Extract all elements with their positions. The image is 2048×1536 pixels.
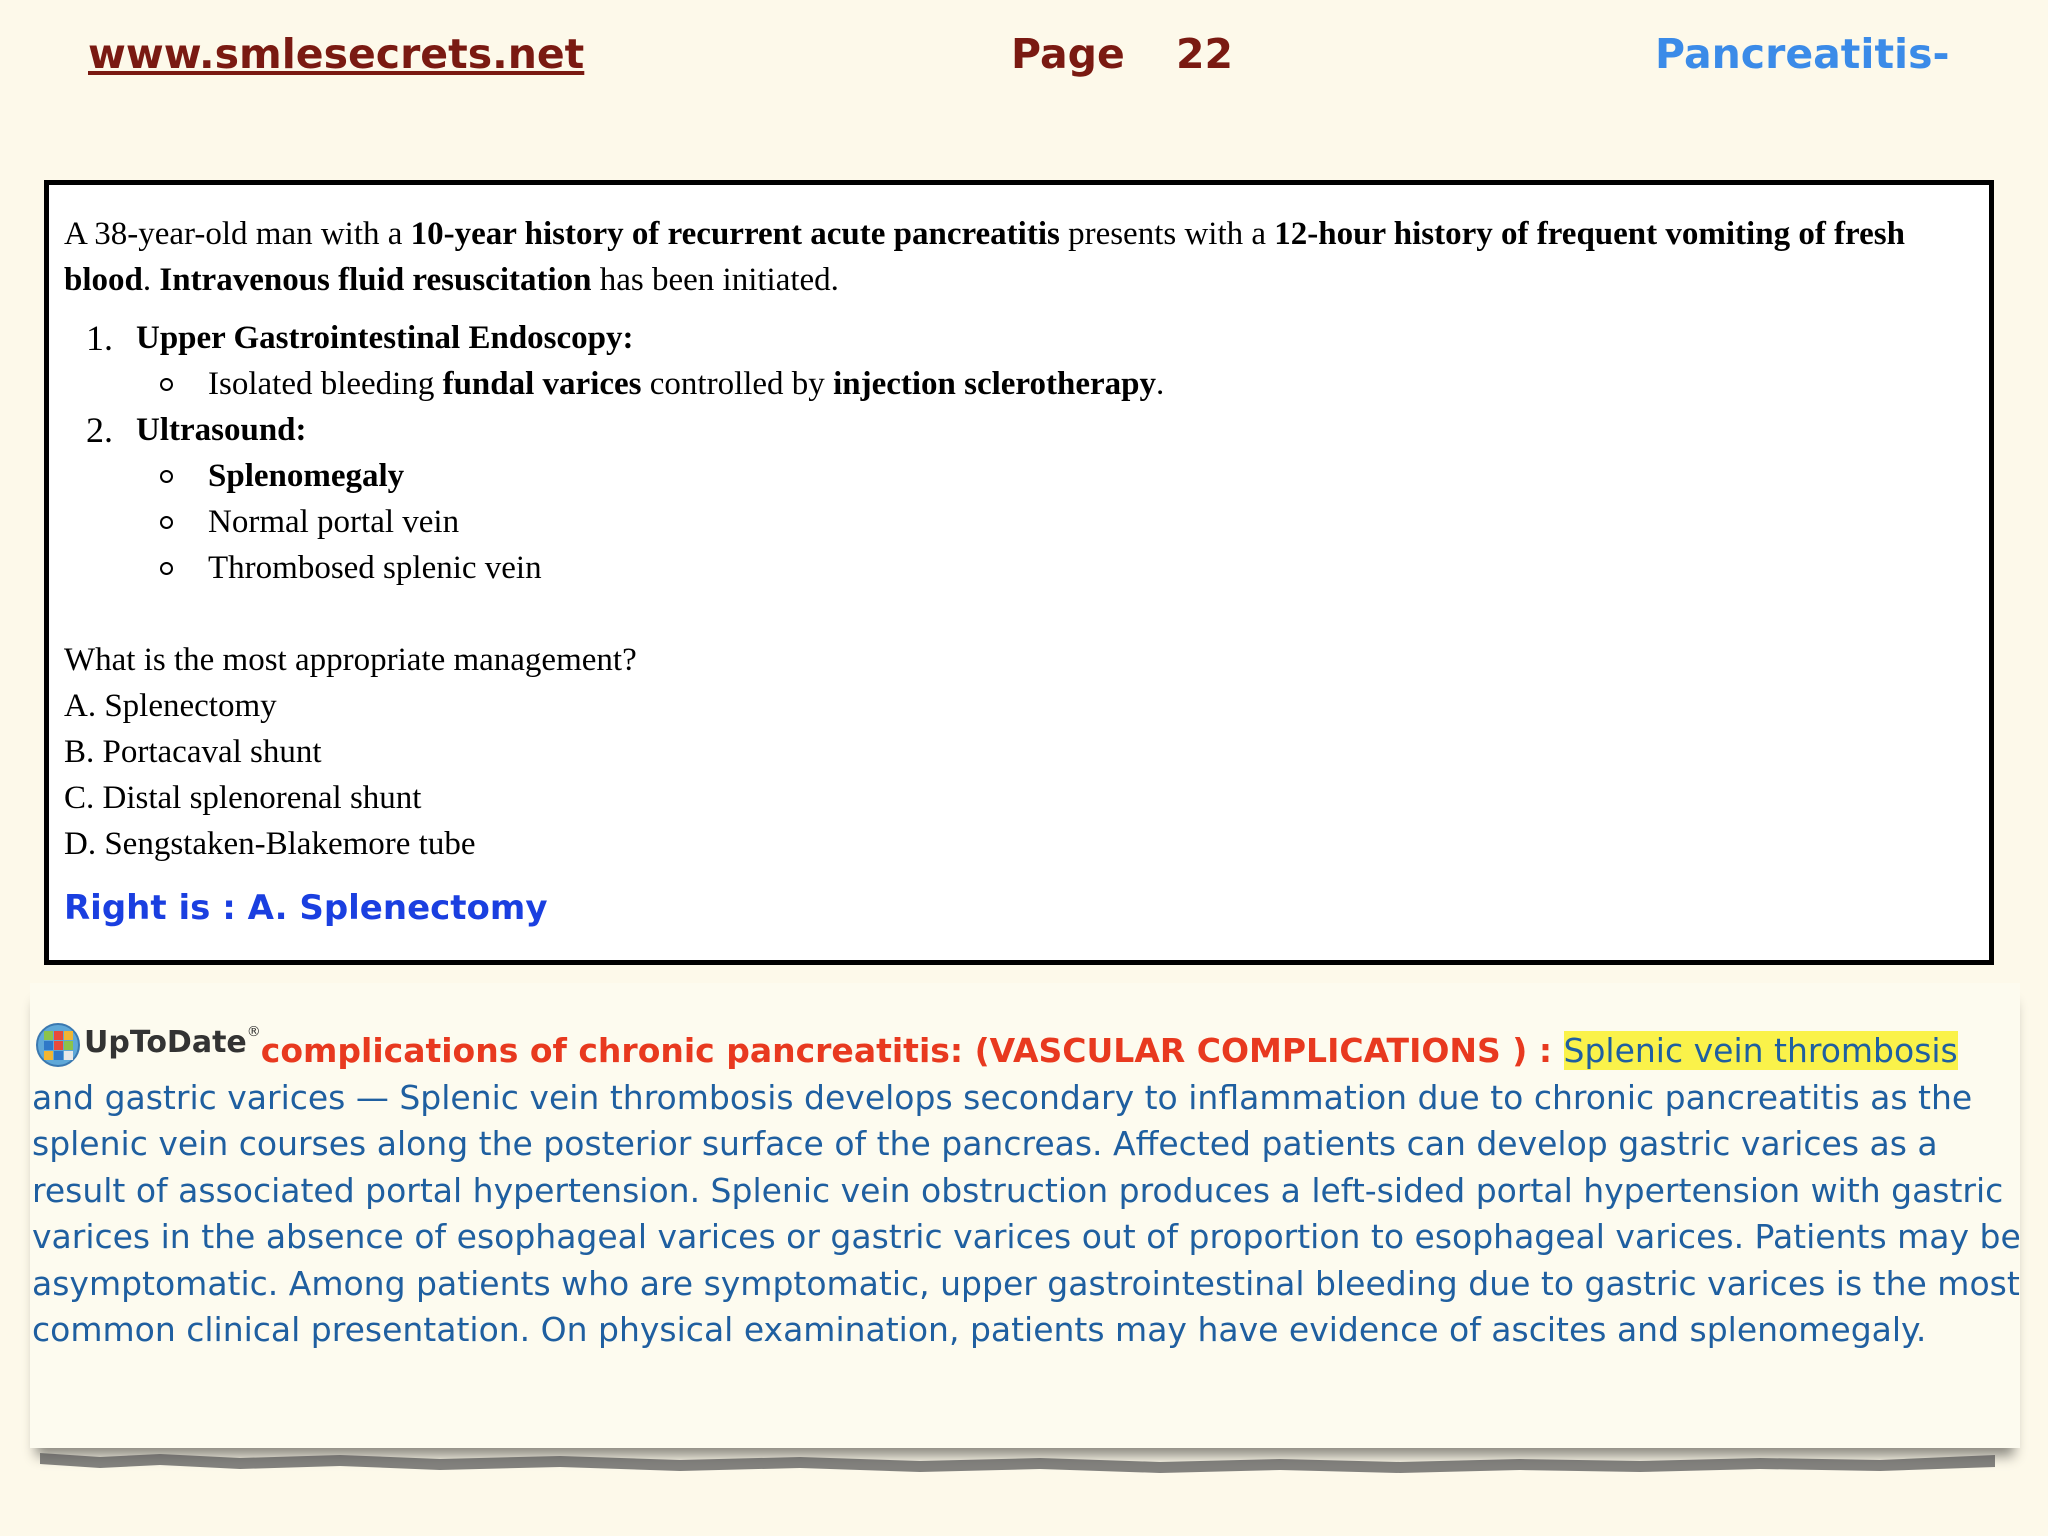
correct-answer: Right is : A. Splenectomy xyxy=(64,888,548,928)
explanation-heading: complications of chronic pancreatitis: (VASCULAR COMPLICATIONS ) : xyxy=(260,1031,1564,1070)
stem-text: has been initiated. xyxy=(591,262,839,298)
finding-number: 2. xyxy=(86,410,113,450)
finding-item xyxy=(136,361,1975,407)
finding-endoscopy xyxy=(64,315,1975,407)
uptodate-logo-icon xyxy=(32,1022,84,1068)
finding-items xyxy=(136,361,1975,407)
item-bold: fundal varices xyxy=(442,366,642,402)
stem-bold-fluids: Intravenous fluid resuscitation xyxy=(159,262,592,298)
page-header xyxy=(0,26,2048,86)
finding-title: Ultrasound: xyxy=(136,412,307,448)
item-bold: Splenomegaly xyxy=(208,458,405,494)
question-stem xyxy=(64,211,1975,303)
option-c: C. Distal splenorenal shunt xyxy=(64,780,422,816)
explanation-body: and gastric varices — Splenic vein thrombosis develops secondary to inflammation due to chronic pancreatitis as the splenic vein courses along the posterior surface of the pancreas. Affected patients can develop gastric varices as a result of associated portal hypertension. Splenic vein obstruction produces a left-sided portal hypertension with gastric varices in the absence of esophageal varices or gastric varices out of proportion to esophageal varices. Patients may be asymptomatic. Among patients who are symptomatic, upper gastrointestinal bleeding due to gastric varices is the most common clinical presentation. On physical examination, patients may have evidence of ascites and splenomegaly. xyxy=(32,1077,2021,1349)
item-text: Isolated bleeding xyxy=(208,366,443,402)
finding-item: Normal portal vein xyxy=(136,499,1975,545)
stem-text: . xyxy=(142,262,160,298)
question-box xyxy=(44,180,1994,965)
explanation-card xyxy=(30,983,2020,1448)
item-bold: injection sclerotherapy xyxy=(833,366,1156,402)
findings-list xyxy=(64,315,1975,591)
option-d: D. Sengstaken-Blakemore tube xyxy=(64,826,476,862)
page-number: 22 xyxy=(1176,30,1234,78)
explanation-text xyxy=(32,1009,2022,1354)
item-text: controlled by xyxy=(641,366,834,402)
stem-text: A 38-year-old man with a xyxy=(64,216,411,252)
item-text: . xyxy=(1155,366,1165,402)
question-prompt: What is the most appropriate management? xyxy=(64,642,637,678)
option-a: A. Splenectomy xyxy=(64,688,277,724)
finding-ultrasound xyxy=(64,407,1975,591)
stem-text: presents with a xyxy=(1059,216,1275,252)
uptodate-logo-text: UpToDate xyxy=(84,1025,247,1060)
finding-item xyxy=(136,453,1975,499)
stem-bold-vomiting: 12-hour history of frequent vomiting of fresh blood xyxy=(64,216,1905,298)
torn-edge-shadow xyxy=(40,1445,1995,1475)
finding-items xyxy=(136,453,1975,591)
finding-number: 1. xyxy=(86,318,113,358)
finding-title: Upper Gastrointestinal Endoscopy: xyxy=(136,320,634,356)
site-link[interactable]: www.smlesecrets.net xyxy=(88,30,585,78)
finding-item: Thrombosed splenic vein xyxy=(136,545,1975,591)
highlighted-term: Splenic vein thrombosis xyxy=(1563,1031,1958,1070)
chapter-title: Pancreatitis- xyxy=(1655,30,1950,78)
registered-mark: ® xyxy=(246,1024,261,1040)
page-label: Page xyxy=(1011,30,1125,78)
stem-bold-history: 10-year history of recurrent acute pancreatitis xyxy=(410,216,1060,252)
option-b: B. Portacaval shunt xyxy=(64,734,322,770)
